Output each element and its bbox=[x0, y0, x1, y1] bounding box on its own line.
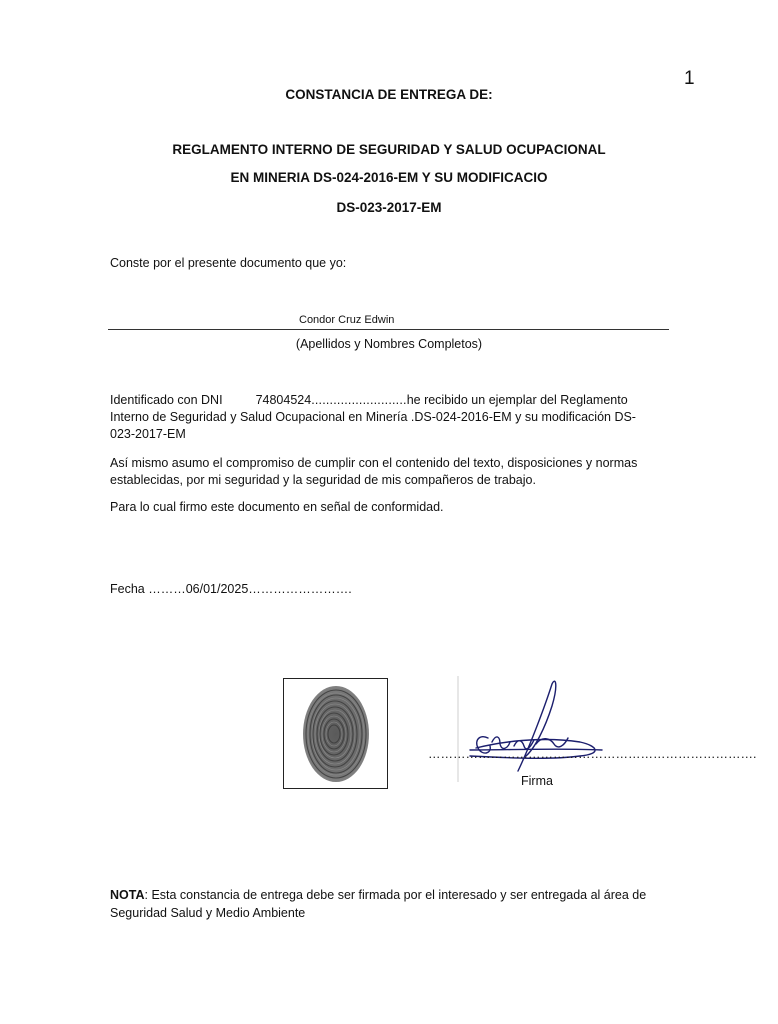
identification-suffix: he recibido un ejemplar del Reglamento bbox=[406, 393, 628, 407]
identification-line-3: 023-2017-EM bbox=[110, 427, 186, 441]
note-paragraph bbox=[110, 886, 680, 922]
document-title: CONSTANCIA DE ENTREGA DE: bbox=[285, 87, 493, 102]
signature-image bbox=[428, 676, 757, 782]
full-name-caption: (Apellidos y Nombres Completos) bbox=[295, 337, 483, 351]
date-value: 06/01/2025 bbox=[185, 582, 249, 596]
intro-text: Conste por el presente documento que yo: bbox=[110, 256, 347, 270]
identification-paragraph bbox=[110, 392, 670, 443]
commitment-line-1: Así mismo asumo el compromiso de cumplir con el contenido del texto, disposiciones y normas bbox=[110, 456, 638, 470]
conformity-text: Para lo cual firmo este documento en señal de conformidad. bbox=[110, 500, 444, 514]
signature-dotted-line: ……………………………………………………………………. bbox=[428, 747, 757, 761]
date-label: Fecha ……… bbox=[110, 582, 186, 596]
full-name-value: Condor Cruz Edwin bbox=[299, 314, 395, 326]
fingerprint-icon bbox=[284, 679, 387, 788]
note-text: : Esta constancia de entrega debe ser firmada por el interesado y ser entregada al área de bbox=[144, 888, 647, 902]
name-underline bbox=[108, 329, 669, 330]
dni-prefix: Identificado con DNI bbox=[110, 393, 223, 407]
fingerprint-box bbox=[283, 678, 388, 789]
page-number: 1 bbox=[684, 68, 695, 89]
dni-value: 74804524 bbox=[255, 393, 312, 407]
identification-line-1 bbox=[110, 392, 670, 409]
dni-dots: .......................... bbox=[311, 393, 407, 407]
regulation-title-line-2: EN MINERIA DS-024-2016-EM Y SU MODIFICACIO bbox=[230, 170, 548, 185]
regulation-title-line-1: REGLAMENTO INTERNO DE SEGURIDAD Y SALUD OCUPACIONAL bbox=[172, 142, 606, 157]
regulation-title-line-3: DS-023-2017-EM bbox=[336, 200, 442, 215]
commitment-line-2: establecidas, por mi seguridad y la seguridad de mis compañeros de trabajo. bbox=[110, 473, 536, 487]
commitment-paragraph bbox=[110, 455, 670, 489]
date-trailing-dots: ……………………. bbox=[248, 582, 352, 596]
note-line-1 bbox=[110, 886, 680, 904]
date-line bbox=[110, 581, 670, 598]
note-label: NOTA bbox=[110, 888, 145, 902]
identification-line-2: Interno de Seguridad y Salud Ocupacional en Minería .DS-024-2016-EM y su modificación DS- bbox=[110, 410, 636, 424]
signature-icon bbox=[428, 676, 757, 782]
note-line-2: Seguridad Salud y Medio Ambiente bbox=[110, 906, 306, 920]
signature-label: Firma bbox=[521, 774, 553, 788]
